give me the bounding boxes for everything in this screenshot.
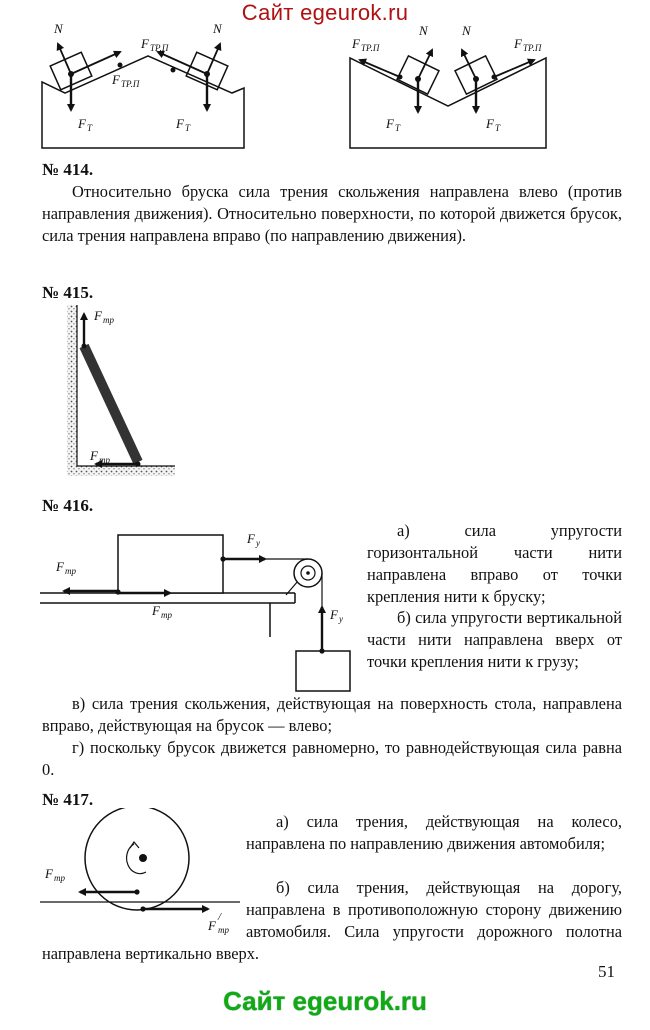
svg-text:ТР.П: ТР.П [150, 43, 169, 53]
watermark-top: Сайт egeurok.ru [241, 0, 409, 25]
wall [67, 305, 77, 475]
ftrp-arrow-3 [360, 60, 400, 77]
problem-415-number: № 415. [42, 283, 94, 302]
watermark-bottom: Сайт egeurok.ru [223, 986, 427, 1016]
n-arrow-2 [207, 44, 220, 74]
problem-414-text: Относительно бруска сила трения скольжения направлена влево (против направления движения). Относительно поверхности, по которой движется брусок, сила трения направлена вправо (по направлению движения). [42, 182, 622, 245]
problem-416-figure [40, 515, 360, 695]
right-surface [350, 58, 546, 148]
label-ftr-under: F [152, 603, 160, 618]
svg-text:Т: Т [495, 123, 501, 133]
label-n-3: N [419, 23, 428, 38]
svg-text:у: у [256, 538, 260, 548]
svg-text:тр: тр [99, 455, 110, 465]
label-fy-right: F [330, 607, 338, 622]
svg-text:тр: тр [103, 315, 114, 325]
top-figure [0, 0, 650, 160]
label-ftrp-1: F [141, 36, 149, 51]
weight [296, 651, 350, 691]
svg-text:Т: Т [185, 123, 191, 133]
label-fy-top: F [247, 531, 255, 546]
problem-417-item-b: б) сила трения, действующая на дорогу, направлена в противоположную сторону движению автомобиля. Сила упругости дорожного полотна направлена вертикально вверх. [42, 878, 622, 963]
left-surface [42, 56, 244, 148]
svg-text:тр: тр [54, 873, 65, 883]
n-arrow-3 [418, 50, 432, 79]
problem-416-item-v: в) сила трения скольжения, действующая на поверхность стола, направлена вправо, действующая на брусок — влево; [42, 694, 622, 735]
problem-414-number: № 414. [42, 160, 94, 179]
svg-text:/: / [218, 911, 222, 923]
problem-415-figure [60, 300, 180, 480]
floor [67, 466, 175, 476]
n-arrow-1 [58, 44, 71, 74]
svg-text:Т: Т [395, 123, 401, 133]
label-n-4: N [462, 23, 471, 38]
wheel-axle [139, 854, 147, 862]
block [118, 535, 223, 593]
problem-417-number: № 417. [42, 790, 94, 809]
problem-416-item-a: а) сила упругости горизонтальной части нити направлена вправо от точки крепления нити к бруску; [367, 521, 622, 606]
label-ftr-road: F [208, 918, 216, 933]
label-ft-3: F [386, 116, 394, 131]
problem-417-item-a: а) сила трения, действующая на колесо, направлена по направлению движения автомобиля; [246, 812, 622, 853]
svg-text:тр: тр [65, 566, 76, 576]
page-number: 51 [598, 962, 615, 981]
label-ftrp-2: F [112, 72, 120, 87]
svg-text:ТР.П: ТР.П [523, 43, 542, 53]
label-ft-1: F [78, 116, 86, 131]
svg-text:тр: тр [161, 610, 172, 620]
svg-text:Т: Т [87, 123, 93, 133]
label-ftr-wheel: F [45, 866, 53, 881]
svg-text:у: у [339, 614, 343, 624]
ladder [84, 346, 138, 462]
svg-text:ТР.П: ТР.П [361, 43, 380, 53]
label-n-2: N [213, 21, 222, 36]
svg-text:тр: тр [218, 925, 229, 935]
problem-416-item-g: г) поскольку брусок движется равномерно, то равнодействующая сила равна 0. [42, 738, 622, 779]
ftrp-arrow-1 [71, 52, 120, 74]
label-ft-4: F [486, 116, 494, 131]
label-ftr-left: F [56, 559, 64, 574]
problem-416-number: № 416. [42, 496, 94, 515]
problem-416-item-b: б) сила упругости вертикальной части нити направлена вверх от точки крепления нити к грузу; [367, 608, 622, 671]
label-n-1: N [54, 21, 63, 36]
n-arrow-4 [462, 50, 476, 79]
label-ftrp-4: F [514, 36, 522, 51]
label-ftrp-3: F [352, 36, 360, 51]
figure-spacer [42, 877, 246, 943]
svg-text:ТР.П: ТР.П [121, 79, 140, 89]
label-ftr-bottom: F [90, 448, 98, 463]
label-ft-2: F [176, 116, 184, 131]
label-ftr-top: F [94, 308, 102, 323]
